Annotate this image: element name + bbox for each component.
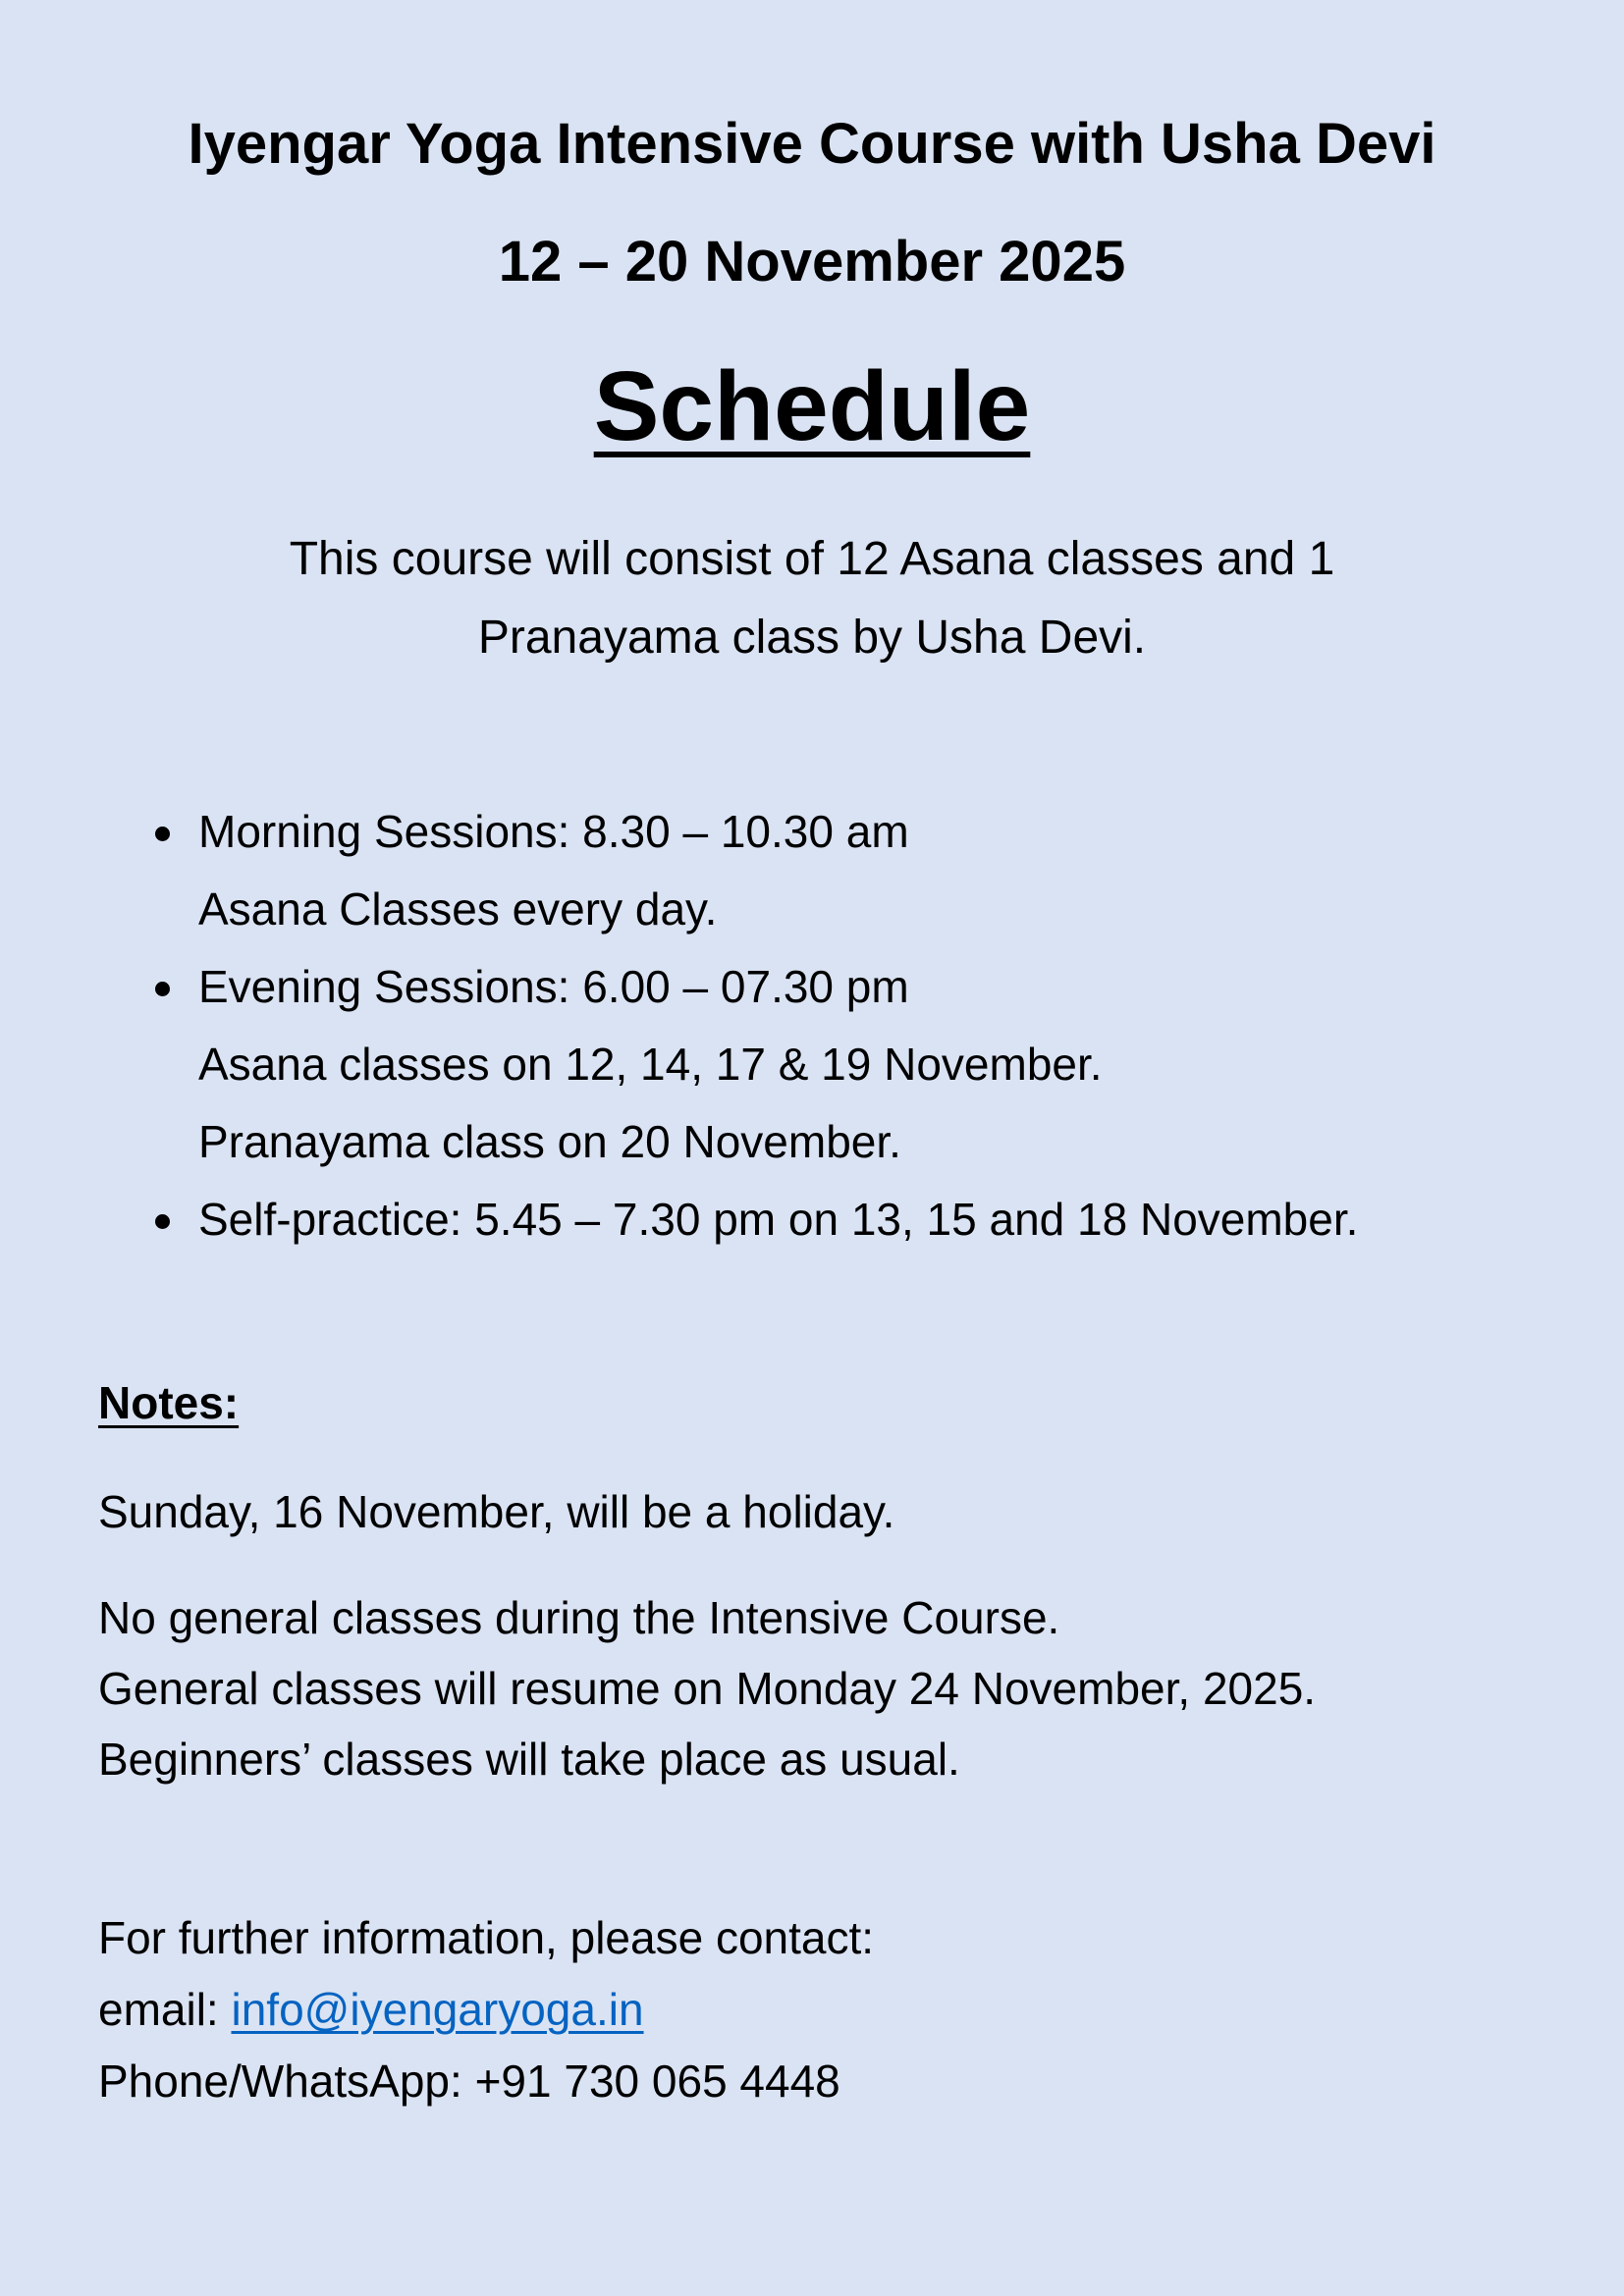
- email-link[interactable]: info@iyengaryoga.in: [231, 1984, 644, 2035]
- contact-intro: For further information, please contact:: [98, 1912, 875, 1963]
- bullet-icon: [155, 982, 170, 996]
- bullet-icon: [155, 827, 170, 841]
- note-line: General classes will resume on Monday 24 November, 2025.: [98, 1663, 1317, 1714]
- session-time: Morning Sessions: 8.30 – 10.30 am: [198, 806, 909, 857]
- session-time: Evening Sessions: 6.00 – 07.30 pm: [198, 961, 909, 1012]
- note-line: Beginners’ classes will take place as usual.: [98, 1734, 960, 1785]
- schedule-heading: [0, 351, 1624, 461]
- intro-line: Pranayama class by Usha Devi.: [477, 612, 1147, 664]
- session-detail: Asana classes on 12, 14, 17 & 19 November.: [198, 1039, 1103, 1090]
- intro-line: This course will consist of 12 Asana classes and 1: [289, 533, 1335, 585]
- list-item-self-practice: [147, 1181, 1358, 1258]
- schedule-list: [147, 793, 1358, 1258]
- course-dates: 12 – 20 November 2025: [498, 230, 1126, 294]
- bullet-icon: [155, 1214, 170, 1229]
- note-line: Sunday, 16 November, will be a holiday.: [98, 1486, 895, 1537]
- list-item-morning-sessions: [147, 793, 1358, 948]
- session-detail: Pranayama class on 20 November.: [198, 1116, 901, 1167]
- holiday-note: [98, 1476, 894, 1547]
- general-classes-note: [98, 1582, 1316, 1794]
- session-detail: Asana Classes every day.: [198, 883, 718, 934]
- list-item-evening-sessions: [147, 948, 1358, 1181]
- course-title: Iyengar Yoga Intensive Course with Usha Devi: [188, 112, 1436, 176]
- session-time: Self-practice: 5.45 – 7.30 pm on 13, 15 and 18 November.: [198, 1194, 1359, 1245]
- phone-line: Phone/WhatsApp: +91 730 065 4448: [98, 2056, 840, 2107]
- course-intro: [0, 520, 1624, 677]
- contact-info: [98, 1902, 874, 2117]
- email-label: email:: [98, 1984, 232, 2035]
- email-line: [98, 1974, 874, 2046]
- notes-heading: Notes:: [98, 1377, 240, 1428]
- schedule-heading-text: Schedule: [593, 351, 1031, 461]
- note-line: No general classes during the Intensive Course.: [98, 1592, 1060, 1643]
